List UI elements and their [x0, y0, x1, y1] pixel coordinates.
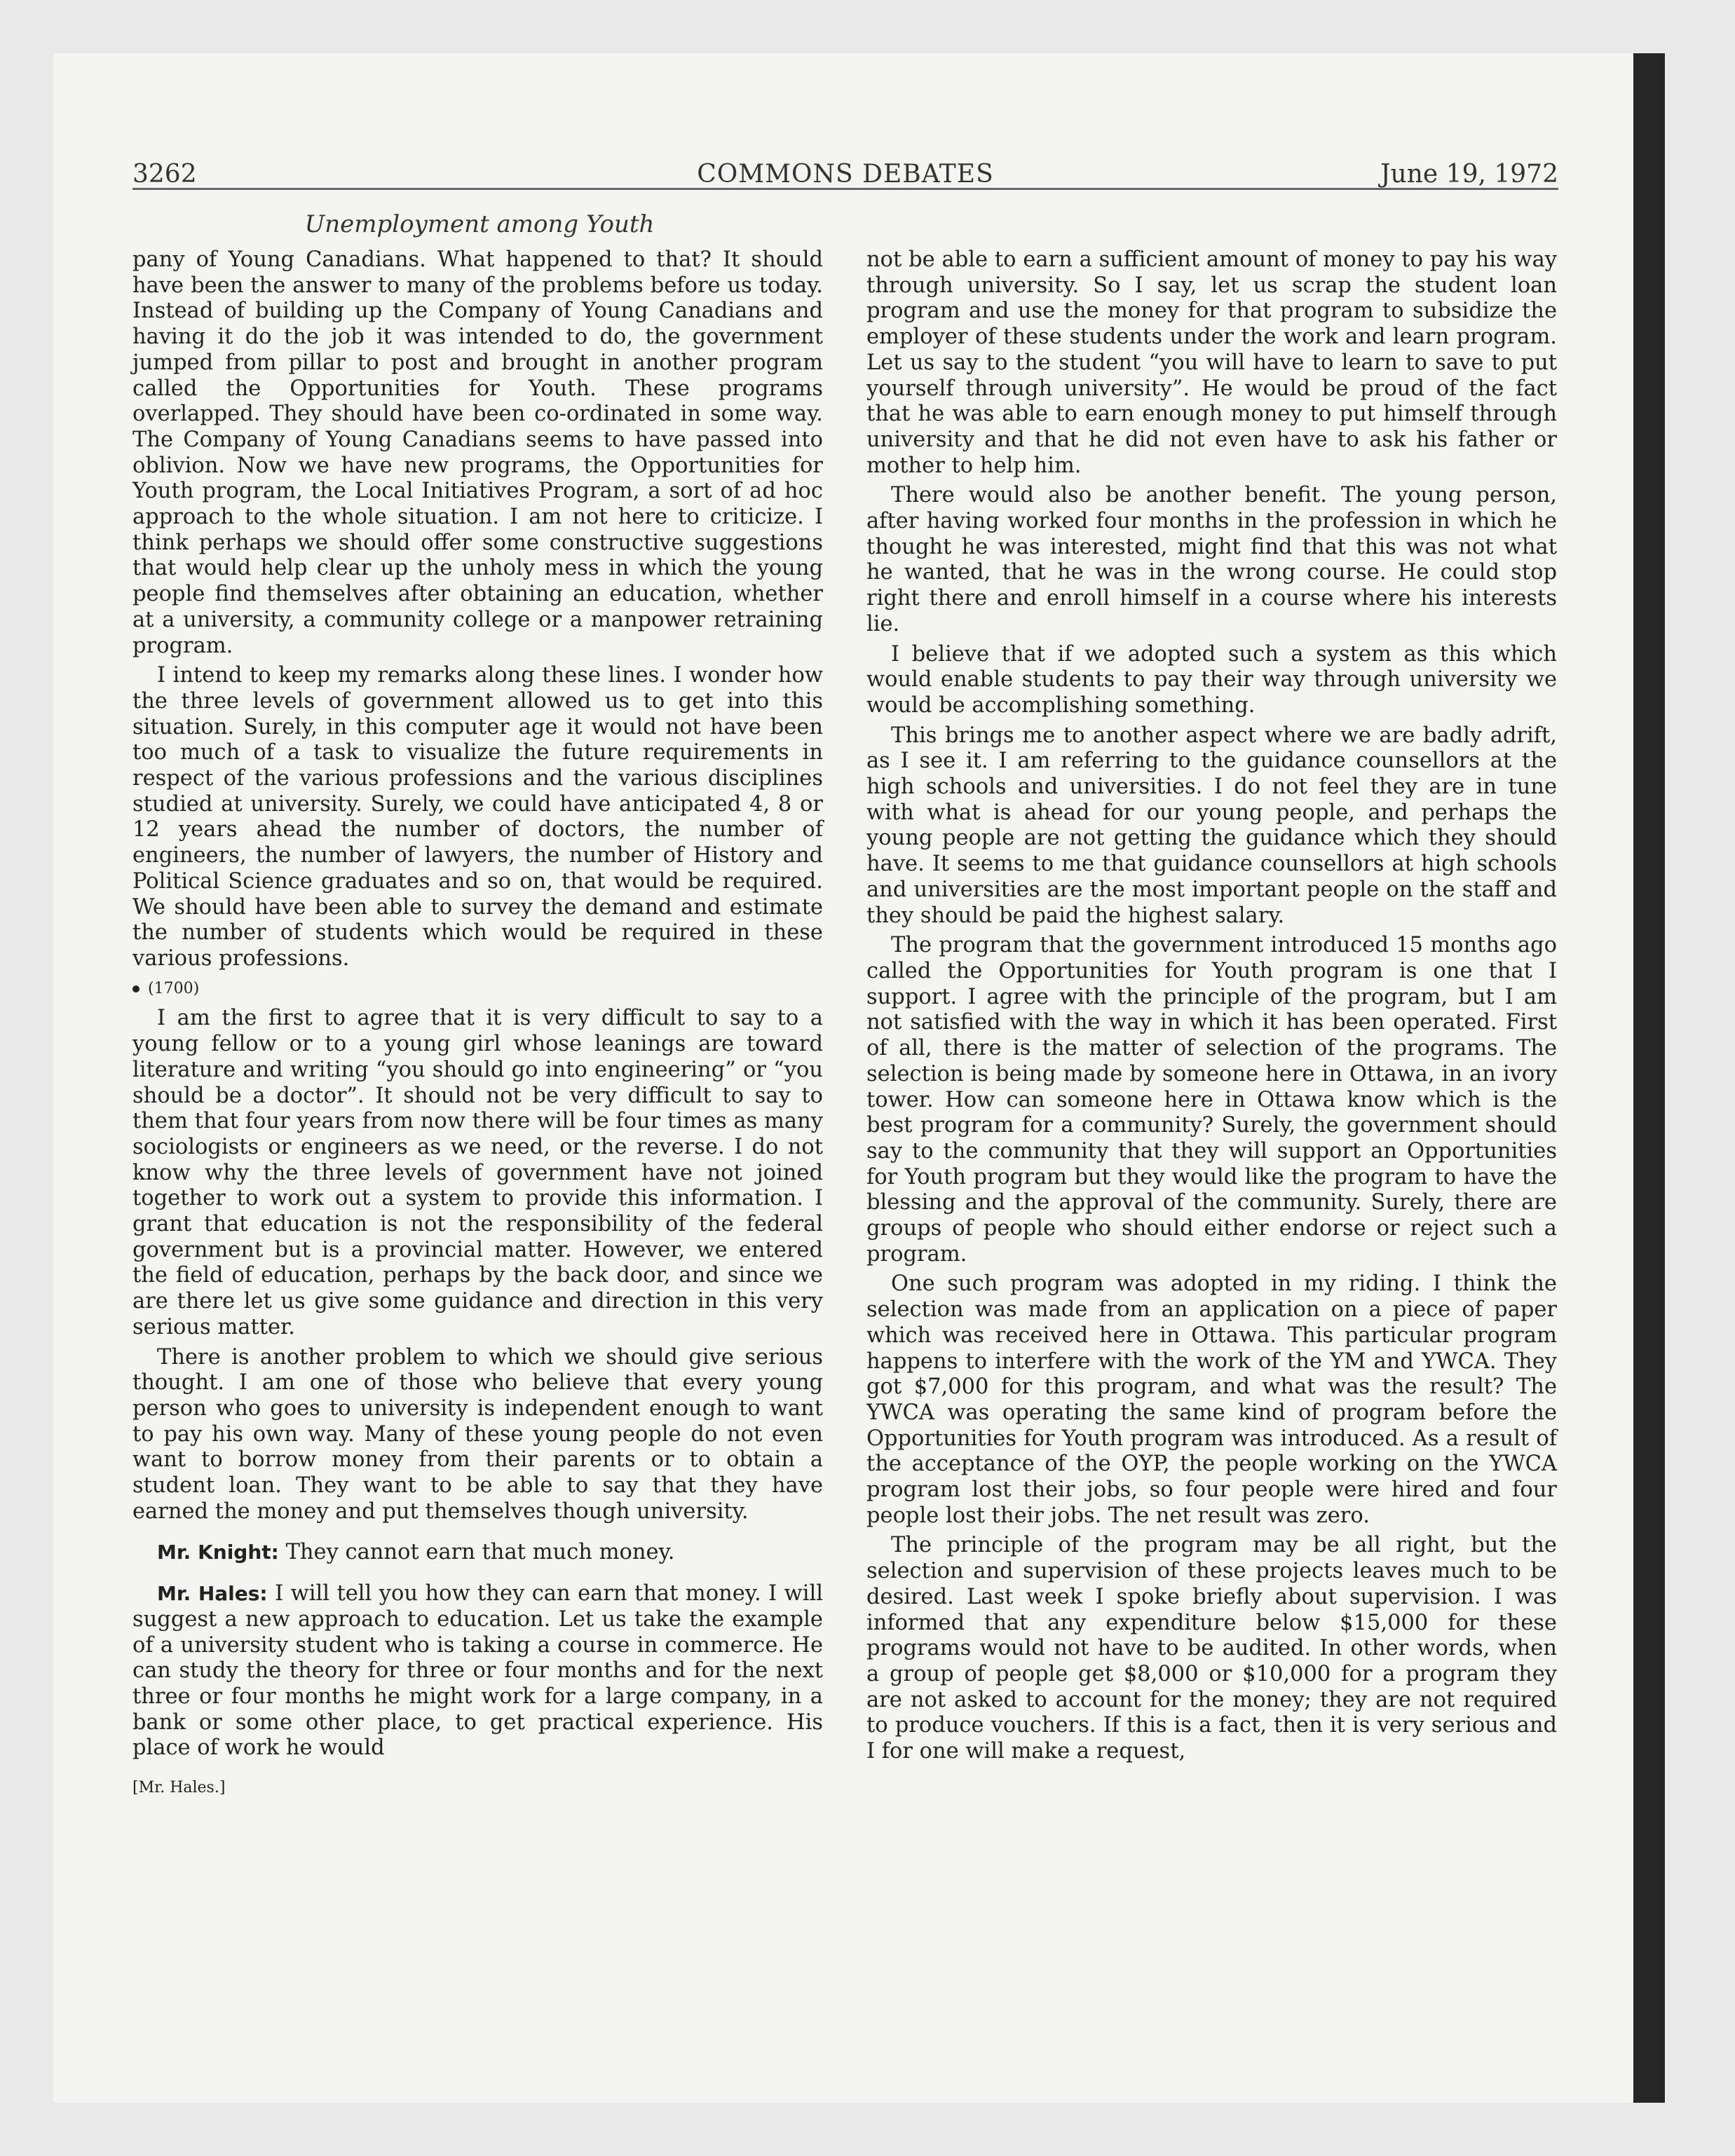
running-header: [132, 160, 1558, 190]
speech-text: I will tell you how they can earn that money. I will suggest a new approach to education. Let us take the example of a university student who is taking a course in commerce. He can study the theory for three or four months and for the next three or four months he might work for a large company, in a bank or some other place, to get practical experience. His place of work he would: [132, 1581, 824, 1761]
paragraph: There would also be another benefit. The young person, after having worked four months in the profession in which he thought he was interested, might find that this was not what he wanted, that he was in the wrong course. He could stop right there and enroll himself in a course where his interests lie.: [866, 483, 1557, 636]
paragraph: I intend to keep my remarks along these lines. I wonder how the three levels of government allowed us to get into this situation. Surely, in this computer age it would not have been too much of a task to visualize the future requirements in respect of the various professions and the various disciplines studied at university. Surely, we could have anticipated 4, 8 or 12 years ahead the number of doctors, the number of engineers, the number of lawyers, the number of History and Political Science graduates and so on, that would be required. We should have been able to survey the demand and estimate the number of students which would be required in these various professions.: [132, 663, 823, 971]
speaker-name: Mr. Knight:: [157, 1541, 279, 1564]
speaker-paragraph: [132, 1540, 823, 1566]
paragraph: pany of Young Canadians. What happened to that? It should have been the answer to many of the problems before us today. Instead of building up the Company of Young Canadians and having it do the job it was intended to do, the government jumped from pillar to post and brought in another program called the Opportunities for Youth. These programs overlapped. They should have been co-ordinated in some way. The Company of Young Canadians seems to have passed into oblivion. Now we have new programs, the Opportunities for Youth program, the Local Initiatives Program, a sort of ad hoc approach to the whole situation. I am not here to criticize. I think perhaps we should offer some constructive suggestions that would help clear up the unholy mess in which the young people find themselves after obtaining an education, whether at a university, a community college or a manpower retraining program.: [132, 247, 823, 658]
paragraph: I believe that if we adopted such a system as this which would enable students to pay their way through university we would be accomplishing something.: [866, 641, 1557, 718]
speech-text: They cannot earn that much money.: [285, 1540, 675, 1565]
speaker-name: Mr. Hales:: [157, 1582, 268, 1606]
paragraph: The program that the government introduced 15 months ago called the Opportunities for Youth program is one that I support. I agree with the principle of the program, but I am not satisfied with the way in which it has been operated. First of all, there is the matter of selection of the programs. The selection is being made by someone here in Ottawa, in an ivory tower. How can someone here in Ottawa know which is the best program for a community? Surely, the government should say to the community that they will support an Opportunities for Youth program but they would like the program to have the blessing and the approval of the community. Surely, there are groups of people who should either endorse or reject such a program.: [866, 933, 1557, 1267]
paragraph: not be able to earn a sufficient amount of money to pay his way through university. So I say, let us scrap the student loan program and use the money for that program to subsidize the employer of these students under the work and learn program. Let us say to the student “you will have to learn to save to put yourself through university”. He would be proud of the fact that he was able to earn enough money to put himself through university and that he did not even have to ask his father or mother to help him.: [866, 247, 1557, 478]
time-marker: [132, 976, 823, 1002]
page-number: 3262: [132, 160, 197, 189]
section-title: Unemployment among Youth: [304, 210, 655, 238]
paragraph: I am the first to agree that it is very difficult to say to a young fellow or to a young girl whose leanings are toward literature and writing “you should go into engineering” or “you should be a doctor”. It should not be very difficult to say to them that four years from now there will be four times as many sociologists or engineers as we need, or the reverse. I do not know why the three levels of government have not joined together to work out a system to provide this information. I grant that education is not the responsibility of the federal government but is a provincial matter. However, we entered the field of education, perhaps by the back door, and since we are there let us give some guidance and direction in this very serious matter.: [132, 1006, 823, 1339]
left-column: [132, 247, 823, 1806]
time-marker-text: (1700): [148, 979, 200, 997]
bullet-icon: [132, 985, 140, 992]
right-column: [866, 247, 1557, 1769]
paragraph: This brings me to another aspect where we are badly adrift, as I see it. I am referring to the guidance counsellors at the high schools and universities. I do not feel they are in tune with what is ahead for our young people, and perhaps the young people are not getting the guidance which they should have. It seems to me that guidance counsellors at high schools and universities are the most important people on the staff and they should be paid the highest salary.: [866, 723, 1557, 928]
paragraph: The principle of the program may be all right, but the selection and supervision of these projects leaves much to be desired. Last week I spoke briefly about supervision. I was informed that any expenditure below $15,000 for these programs would not have to be audited. In other words, when a group of people get $8,000 or $10,000 for a program they are not asked to account for the money; they are not required to produce vouchers. If this is a fact, then it is very serious and I for one will make a request,: [866, 1533, 1557, 1764]
paragraph: One such program was adopted in my riding. I think the selection was made from an application on a piece of paper which was received here in Ottawa. This particular program happens to interfere with the work of the YM and YWCA. They got $7,000 for this program, and what was the result? The YWCA was operating the same kind of program before the Opportunities for Youth program was introduced. As a result of the acceptance of the OYP, the people working on the YWCA program lost their jobs, so four people were hired and four people lost their jobs. The net result was zero.: [866, 1271, 1557, 1528]
scan-edge-bar: [1633, 53, 1665, 2103]
speaker-footer-note: [Mr. Hales.]: [132, 1779, 226, 1797]
paragraph: There is another problem to which we should give serious thought. I am one of those who believe that every young person who goes to university is independent enough to want to pay his own way. Many of these young people do not even want to borrow money from their parents or to obtain a student loan. They want to be able to say that they have earned the money and put themselves though university.: [132, 1344, 823, 1524]
publication-date: June 19, 1972: [1380, 160, 1558, 189]
speaker-paragraph: [132, 1581, 823, 1761]
publication-title: COMMONS DEBATES: [697, 160, 994, 189]
